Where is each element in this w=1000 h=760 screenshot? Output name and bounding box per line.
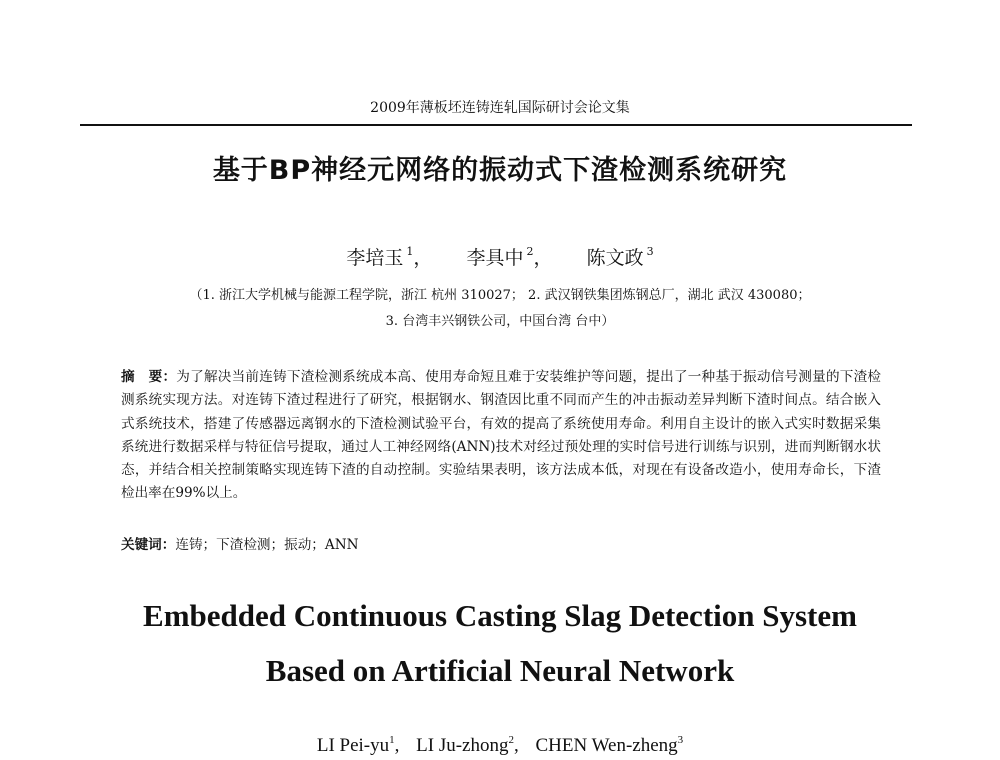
- title-english-line-1: Embedded Continuous Casting Slag Detection System: [143, 598, 857, 633]
- keywords-cn: [121, 535, 881, 555]
- author-cn-sep: ，: [533, 247, 553, 269]
- abstract-cn: [121, 366, 881, 506]
- authors-english: [0, 728, 1000, 758]
- authors-chinese: [0, 240, 1000, 270]
- header-rule: [80, 124, 912, 126]
- keywords-label: 关键词：: [121, 537, 176, 553]
- affiliation-line-2: 3. 台湾丰兴钢铁公司，中国台湾 台中）: [385, 314, 615, 329]
- author-en-name: CHEN Wen-zheng: [535, 735, 678, 756]
- keywords-text: 连铸；下渣检测；振动；ANN: [175, 537, 359, 553]
- author-cn-sup: 2: [526, 245, 534, 258]
- affiliation-line-1: （1. 浙江大学机械与能源工程学院，浙江 杭州 310027； 2. 武汉钢铁集团炼钢总厂，湖北 武汉 430080；: [189, 288, 811, 303]
- author-en-name: LI Pei-yu: [316, 735, 390, 756]
- author-en-sup: 1: [389, 734, 395, 746]
- author-cn-1: [346, 247, 432, 269]
- author-en-sup: 2: [508, 734, 514, 746]
- author-cn-sep: ，: [413, 247, 433, 269]
- author-en-sep: ,: [394, 735, 400, 756]
- author-en-3: [535, 735, 683, 756]
- author-en-2: [416, 735, 531, 756]
- author-en-sep: ,: [513, 735, 519, 756]
- author-cn-name: 陈文政: [586, 247, 644, 269]
- author-cn-name: 李培玉: [346, 247, 404, 269]
- author-cn-3: [587, 247, 654, 269]
- author-cn-2: [466, 247, 552, 269]
- author-cn-name: 李具中: [466, 247, 524, 269]
- running-header: 2009年薄板坯连铸连轧国际研讨会论文集: [370, 100, 630, 116]
- abstract-text: 为了解决当前连铸下渣检测系统成本高、使用寿命短且难于安装维护等问题，提出了一种基于振动信号测量的下渣检测系统实现方法。对连铸下渣过程进行了研究，根据钢水、钢渣因比重不同而产生的冲击振动差异判断下渣时间点。结合嵌入式系统技术，搭建了传感器远离钢水的下渣检测试验平台，有效的提高了系统使用寿命。利用自主设计的嵌入式实时数据采集系统进行数据采样与特征信号提取，通过人工神经网络(ANN)技术对经过预处理的实时信号进行训练与识别，进而判断钢水状态，并结合相关控制策略实现连铸下渣的自动控制。实验结果表明，该方法成本低，对现在有设备改造小，使用寿命长，下渣检出率在99%以上。: [121, 369, 882, 502]
- title-chinese: 基于BP神经元网络的振动式下渣检测系统研究: [212, 155, 788, 186]
- abstract-label: 摘 要：: [121, 369, 177, 385]
- title-english-line-2: Based on Artificial Neural Network: [265, 653, 735, 688]
- author-en-1: [317, 735, 412, 756]
- author-cn-sup: 3: [646, 245, 654, 258]
- author-en-name: LI Ju-zhong: [416, 735, 509, 756]
- author-en-sup: 3: [677, 734, 684, 746]
- author-cn-sup: 1: [406, 245, 414, 258]
